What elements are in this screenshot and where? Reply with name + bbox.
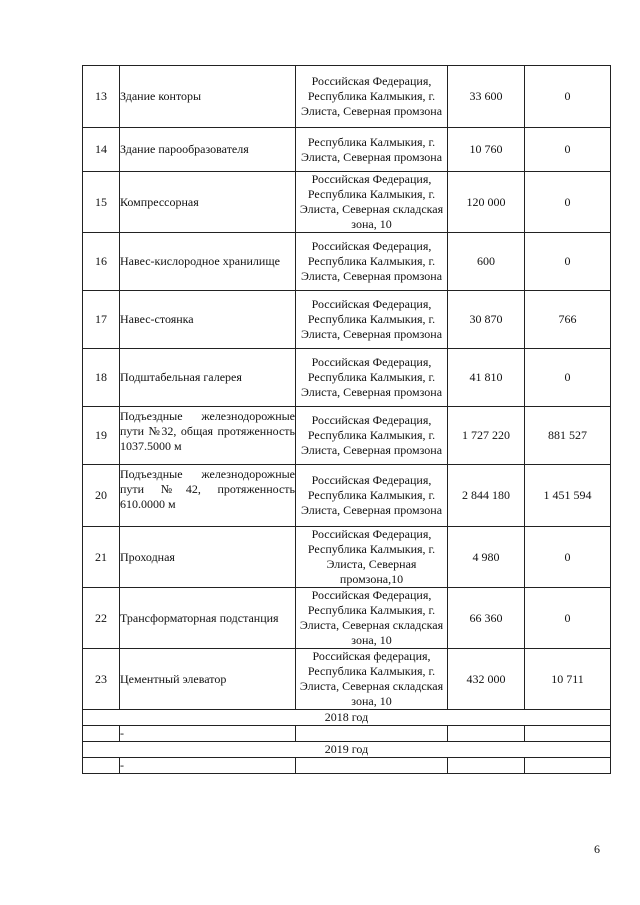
object-name: Проходная (120, 527, 296, 588)
table-row (83, 172, 611, 233)
empty-cell (525, 726, 611, 742)
object-address: Российская Федерация, Республика Калмыкия, г. Элиста, Северная промзона (296, 291, 448, 349)
object-address: Российская Федерация, Республика Калмыкия, г. Элиста, Северная промзона (296, 407, 448, 465)
empty-cell (448, 758, 525, 774)
value-1: 2 844 180 (448, 465, 525, 527)
object-address: Российская Федерация, Республика Калмыкия, г. Элиста, Северная промзона (296, 465, 448, 527)
table-row (83, 233, 611, 291)
table-row (83, 588, 611, 649)
object-name: Трансформаторная подстанция (120, 588, 296, 649)
table-row (83, 128, 611, 172)
property-table (82, 65, 611, 774)
object-address: Российская Федерация, Республика Калмыкия, г. Элиста, Северная складская зона, 10 (296, 172, 448, 233)
object-name: Навес-стоянка (120, 291, 296, 349)
row-number: 15 (83, 172, 120, 233)
object-name: Здание конторы (120, 66, 296, 128)
object-address: Российская Федерация, Республика Калмыкия, г. Элиста, Северная промзона,10 (296, 527, 448, 588)
year-label: 2018 год (83, 710, 611, 726)
row-number: 19 (83, 407, 120, 465)
empty-cell (83, 758, 120, 774)
table-row (83, 649, 611, 710)
value-2: 1 451 594 (525, 465, 611, 527)
value-2: 766 (525, 291, 611, 349)
value-1: 120 000 (448, 172, 525, 233)
object-name: Подъездные железнодорожные пути №32, общая протяженность 1037.5000 м (120, 407, 296, 465)
object-address: Республика Калмыкия, г. Элиста, Северная промзона (296, 128, 448, 172)
row-number: 20 (83, 465, 120, 527)
object-name: Цементный элеватор (120, 649, 296, 710)
value-2: 0 (525, 233, 611, 291)
value-1: 66 360 (448, 588, 525, 649)
row-number: 16 (83, 233, 120, 291)
object-name: Подштабельная галерея (120, 349, 296, 407)
value-1: 432 000 (448, 649, 525, 710)
value-2: 0 (525, 349, 611, 407)
year-header-row (83, 710, 611, 726)
object-address: Российская Федерация, Республика Калмыкия, г. Элиста, Северная промзона (296, 233, 448, 291)
object-name: Навес-кислородное хранилище (120, 233, 296, 291)
table-row (83, 291, 611, 349)
object-name: Компрессорная (120, 172, 296, 233)
value-2: 881 527 (525, 407, 611, 465)
value-2: 10 711 (525, 649, 611, 710)
empty-dash: - (120, 726, 296, 742)
empty-cell (296, 726, 448, 742)
table-row (83, 66, 611, 128)
value-1: 4 980 (448, 527, 525, 588)
empty-cell (525, 758, 611, 774)
object-address: Российская федерация, Республика Калмыкия, г. Элиста, Северная складская зона, 10 (296, 649, 448, 710)
row-number: 18 (83, 349, 120, 407)
value-1: 1 727 220 (448, 407, 525, 465)
row-number: 14 (83, 128, 120, 172)
row-number: 13 (83, 66, 120, 128)
value-1: 30 870 (448, 291, 525, 349)
table-row (83, 465, 611, 527)
year-label: 2019 год (83, 742, 611, 758)
value-2: 0 (525, 128, 611, 172)
value-2: 0 (525, 172, 611, 233)
object-address: Российская Федерация, Республика Калмыкия, г. Элиста, Северная складская зона, 10 (296, 588, 448, 649)
page-number: 6 (594, 842, 600, 856)
object-name: Здание парообразователя (120, 128, 296, 172)
table-row (83, 407, 611, 465)
row-number: 22 (83, 588, 120, 649)
empty-cell (296, 758, 448, 774)
table-row (83, 349, 611, 407)
value-1: 41 810 (448, 349, 525, 407)
year-header-row (83, 742, 611, 758)
empty-row (83, 758, 611, 774)
empty-dash: - (120, 758, 296, 774)
value-2: 0 (525, 527, 611, 588)
empty-cell (448, 726, 525, 742)
row-number: 17 (83, 291, 120, 349)
object-address: Российская Федерация, Республика Калмыкия, г. Элиста, Северная промзона (296, 349, 448, 407)
value-1: 10 760 (448, 128, 525, 172)
row-number: 21 (83, 527, 120, 588)
object-name: Подъездные железнодорожные пути №42, протяженность 610.0000 м (120, 465, 296, 527)
empty-cell (83, 726, 120, 742)
table-row (83, 527, 611, 588)
value-1: 33 600 (448, 66, 525, 128)
value-1: 600 (448, 233, 525, 291)
empty-row (83, 726, 611, 742)
row-number: 23 (83, 649, 120, 710)
object-address: Российская Федерация, Республика Калмыкия, г. Элиста, Северная промзона (296, 66, 448, 128)
value-2: 0 (525, 588, 611, 649)
value-2: 0 (525, 66, 611, 128)
